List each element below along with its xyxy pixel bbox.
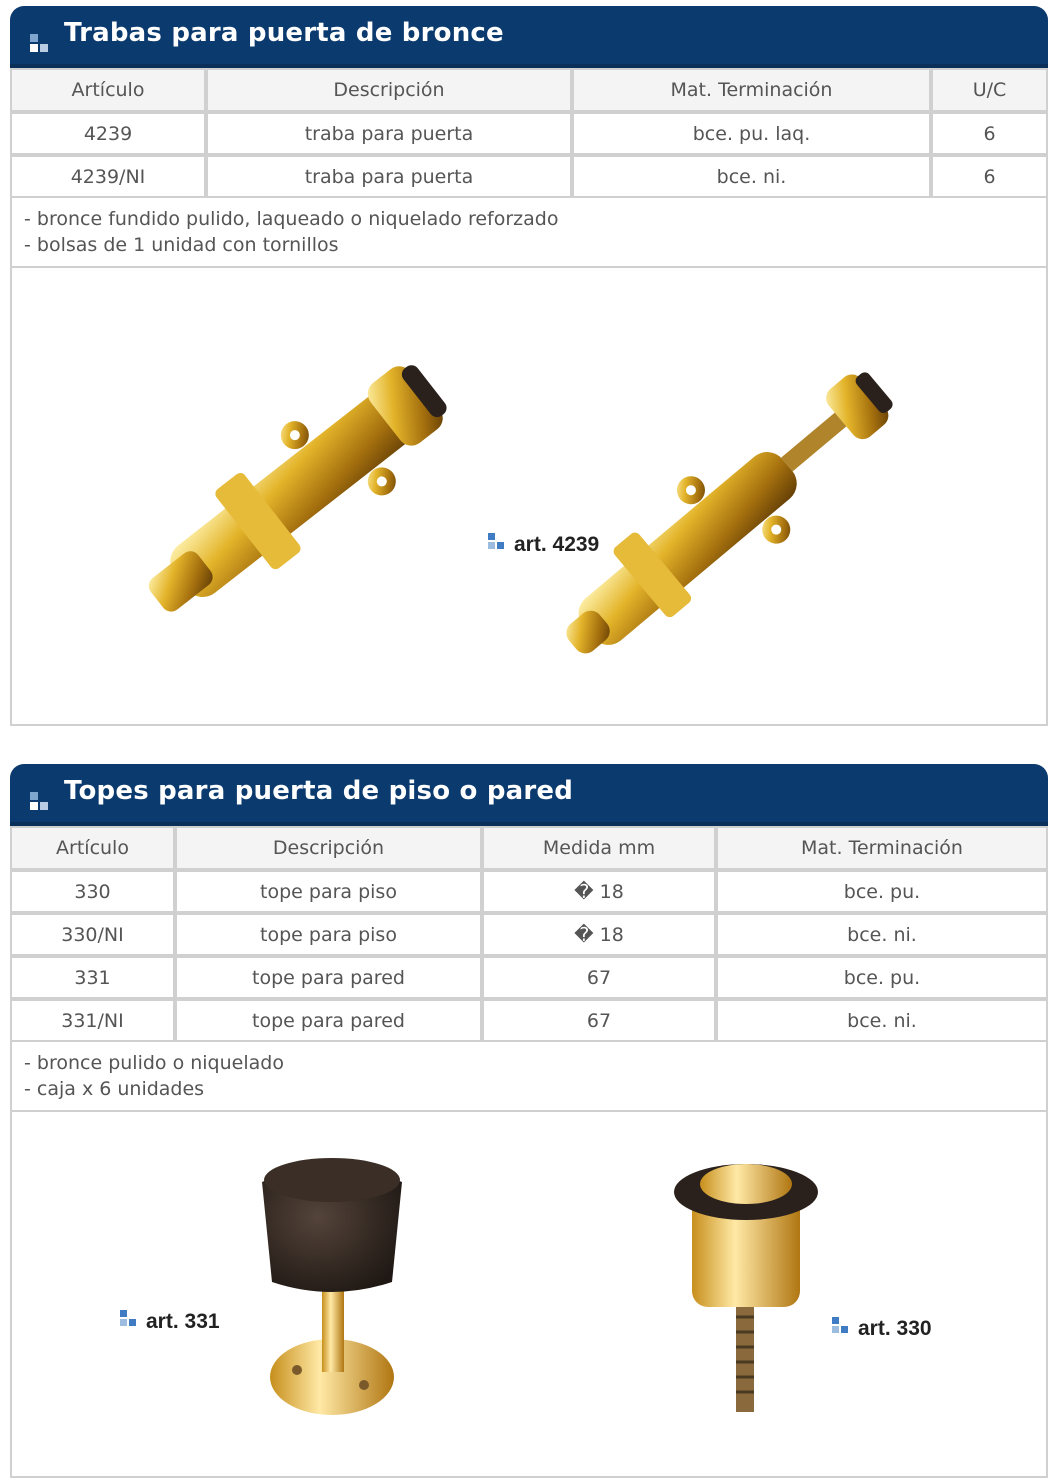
column-header: Mat. Terminación: [716, 826, 1048, 870]
table-cell: 67: [482, 999, 716, 1042]
table-header-row: [10, 68, 1048, 112]
door-latch-image: [112, 278, 492, 708]
table-cell: bce. ni.: [716, 913, 1048, 956]
table-cell: 4239/NI: [10, 155, 206, 198]
column-header: Medida mm: [482, 826, 716, 870]
table-cell: bce. pu.: [716, 870, 1048, 913]
section-title: Topes para puerta de piso o pared: [64, 776, 574, 806]
table-row: [10, 999, 1048, 1042]
logo-squares-icon: [120, 1310, 140, 1330]
product-caption: art. 331: [120, 1310, 220, 1334]
table-cell: � 18: [482, 870, 716, 913]
column-header: Descripción: [175, 826, 482, 870]
wall-stop-image: [252, 1152, 412, 1422]
notes: [10, 1042, 1048, 1112]
product-table: [10, 826, 1048, 1042]
column-header: Artículo: [10, 826, 175, 870]
table-row: [10, 112, 1048, 155]
notes: [10, 198, 1048, 268]
table-row: [10, 956, 1048, 999]
logo-squares-icon: [488, 533, 508, 553]
table-cell: 6: [931, 155, 1048, 198]
logo-squares-icon: [30, 792, 54, 816]
table-row: [10, 155, 1048, 198]
table-row: [10, 870, 1048, 913]
door-latch-image: [522, 298, 942, 718]
table-cell: bce. ni.: [572, 155, 931, 198]
table-cell: tope para pared: [175, 999, 482, 1042]
section-title: Trabas para puerta de bronce: [64, 18, 504, 48]
product-caption: art. 4239: [488, 533, 599, 557]
table-cell: 6: [931, 112, 1048, 155]
table-cell: bce. ni.: [716, 999, 1048, 1042]
table-cell: traba para puerta: [206, 112, 572, 155]
table-header-row: [10, 826, 1048, 870]
section-topes: [10, 764, 1048, 1478]
table-cell: � 18: [482, 913, 716, 956]
note-line: - bronce fundido pulido, laqueado o niquelado reforzado: [24, 208, 559, 230]
table-cell: bce. pu.: [716, 956, 1048, 999]
table-cell: tope para piso: [175, 913, 482, 956]
product-table: [10, 68, 1048, 198]
column-header: Mat. Terminación: [572, 68, 931, 112]
section-header: [10, 6, 1048, 68]
product-caption: art. 330: [832, 1317, 932, 1341]
table-cell: tope para pared: [175, 956, 482, 999]
column-header: Artículo: [10, 68, 206, 112]
column-header: Descripción: [206, 68, 572, 112]
product-gallery: [10, 268, 1048, 726]
table-cell: 4239: [10, 112, 206, 155]
logo-squares-icon: [832, 1317, 852, 1337]
table-cell: 330/NI: [10, 913, 175, 956]
table-cell: 330: [10, 870, 175, 913]
table-cell: 67: [482, 956, 716, 999]
product-gallery: [10, 1112, 1048, 1478]
note-line: - bronce pulido o niquelado: [24, 1052, 284, 1074]
table-cell: bce. pu. laq.: [572, 112, 931, 155]
logo-squares-icon: [30, 34, 54, 58]
section-trabas: [10, 6, 1048, 726]
section-header: [10, 764, 1048, 826]
floor-stop-image: [672, 1142, 822, 1422]
table-cell: tope para piso: [175, 870, 482, 913]
table-cell: 331/NI: [10, 999, 175, 1042]
table-cell: 331: [10, 956, 175, 999]
table-cell: traba para puerta: [206, 155, 572, 198]
note-line: - caja x 6 unidades: [24, 1078, 205, 1100]
note-line: - bolsas de 1 unidad con tornillos: [24, 234, 339, 256]
table-row: [10, 913, 1048, 956]
column-header: U/C: [931, 68, 1048, 112]
